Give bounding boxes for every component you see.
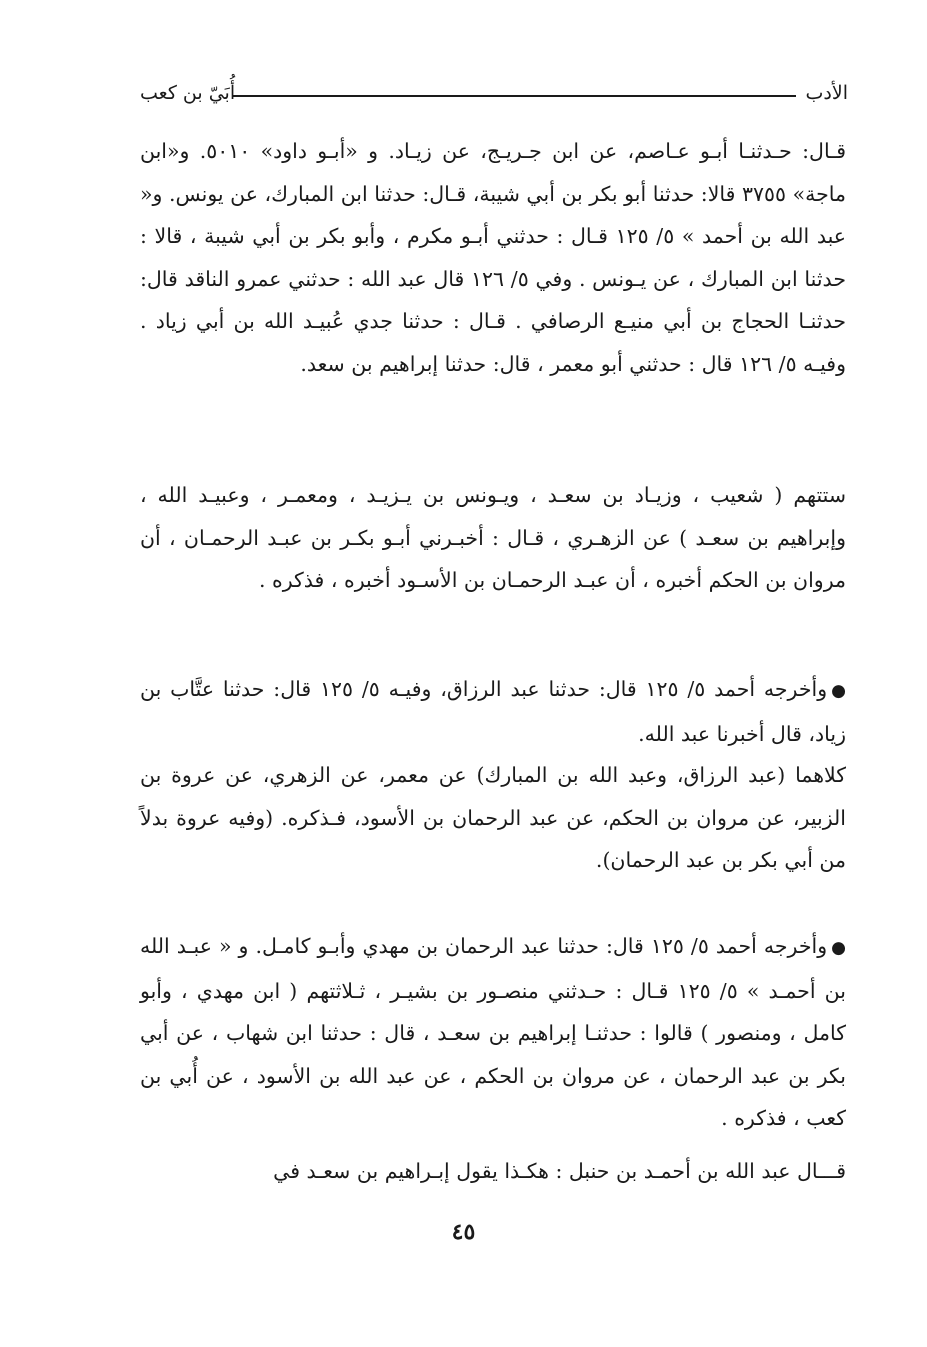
page-number: ٤٥ — [451, 1219, 476, 1245]
paragraph-chain-text: ستتهم ( شعيب ، وزيـاد بن سعـد ، ويـونس بن يـزيـد ، ومعمـر ، وعبيـد الله ، وإبراهيم بن سعـد ) عن الزهـري ، قـال : أخبـرني أبـو بكـر بن عبـد الرحمـان ، أن مروان بن الحكم أخبره ، أن عبـد الرحمـان بن الأسـود أخبره ، فذكره . — [140, 483, 846, 592]
paragraph-ahmad-1 — [140, 668, 846, 755]
header-section-title: الأدب — [805, 82, 848, 104]
paragraph-note-text: قـــال عبد الله بن أحمـد بن حنبل : هكـذا يقول إبـراهيم بن سعـد في — [273, 1159, 846, 1183]
paragraph-both-text: كلاهما (عبد الرزاق، وعبد الله بن المبارك) عن معمر، عن الزهري، عن عروة بن الزبير، عن مروان بن الحكم، عن عبد الرحمان بن الأسود، فـذكره. (وفيه عروة بدلاً من أبي بكر بن عبد الرحمان). — [140, 763, 846, 872]
paragraph-ahmad-1-text: وأخرجه أحمد ٥/ ١٢٥ قال: حدثنا عبد الرزاق، وفيـه ٥/ ١٢٥ قال: حدثنا عتَّاب بن زياد، قال أخبرنا عبد الله. — [140, 677, 846, 746]
header-rule — [232, 95, 796, 97]
paragraph-both — [140, 754, 846, 882]
paragraph-ahmad-2-text: وأخرجه أحمد ٥/ ١٢٥ قال: حدثنا عبد الرحمان بن مهدي وأبـو كامـل. و « عبـد الله بن أحمـد » ٥/ ١٢٥ قـال : حـدثني منصـور بن بشيـر ، ثـلاثتهم ( ابن مهدي ، وأبو كامل ، ومنصور ) قالوا : حدثنـا إبراهيم بن سعـد ، قال : حدثنا ابن شهاب ، عن أبي بكر بن عبد الرحمان ، عن مروان بن الحكم ، عن عبد الله بن الأسود ، عن أُبي بن كعب ، فذكره . — [140, 934, 846, 1130]
paragraph-sources — [140, 130, 846, 385]
bullet-icon: ● — [831, 938, 846, 958]
bullet-icon: ● — [831, 681, 846, 701]
paragraph-chain — [140, 474, 846, 602]
paragraph-note — [140, 1150, 846, 1193]
running-header — [140, 78, 848, 110]
header-book-title: أُبَيّ بن كعب — [140, 82, 236, 104]
paragraph-sources-text: قـال: حـدثنـا أبـو عـاصم، عن ابن جـريـج، عن زيـاد. و «أبـو داود» ٥٠١٠. و«ابن ماجة» ٣٧٥٥ قالا: حدثنا أبو بكر بن أبي شيبة، قـال: حدثنا ابن المبارك، عن يونس. و« عبد الله بن أحمد » ٥/ ١٢٥ قـال : حدثني أبـو مكرم ، وأبو بكر بن أبي شيبة ، قالا : حدثنا ابن المبارك ، عن يـونس . وفي ٥/ ١٢٦ قال عبد الله : حدثني عمرو الناقد قال: حدثنـا الحجاج بن أبي منيـع الرصافي . قـال : حدثنا جدي عُبيـد الله بن أبي زياد . وفيـه ٥/ ١٢٦ قال : حدثني أبو معمر ، قال: حدثنا إبراهيم بن سعد. — [140, 139, 846, 376]
paragraph-ahmad-2 — [140, 925, 846, 1140]
